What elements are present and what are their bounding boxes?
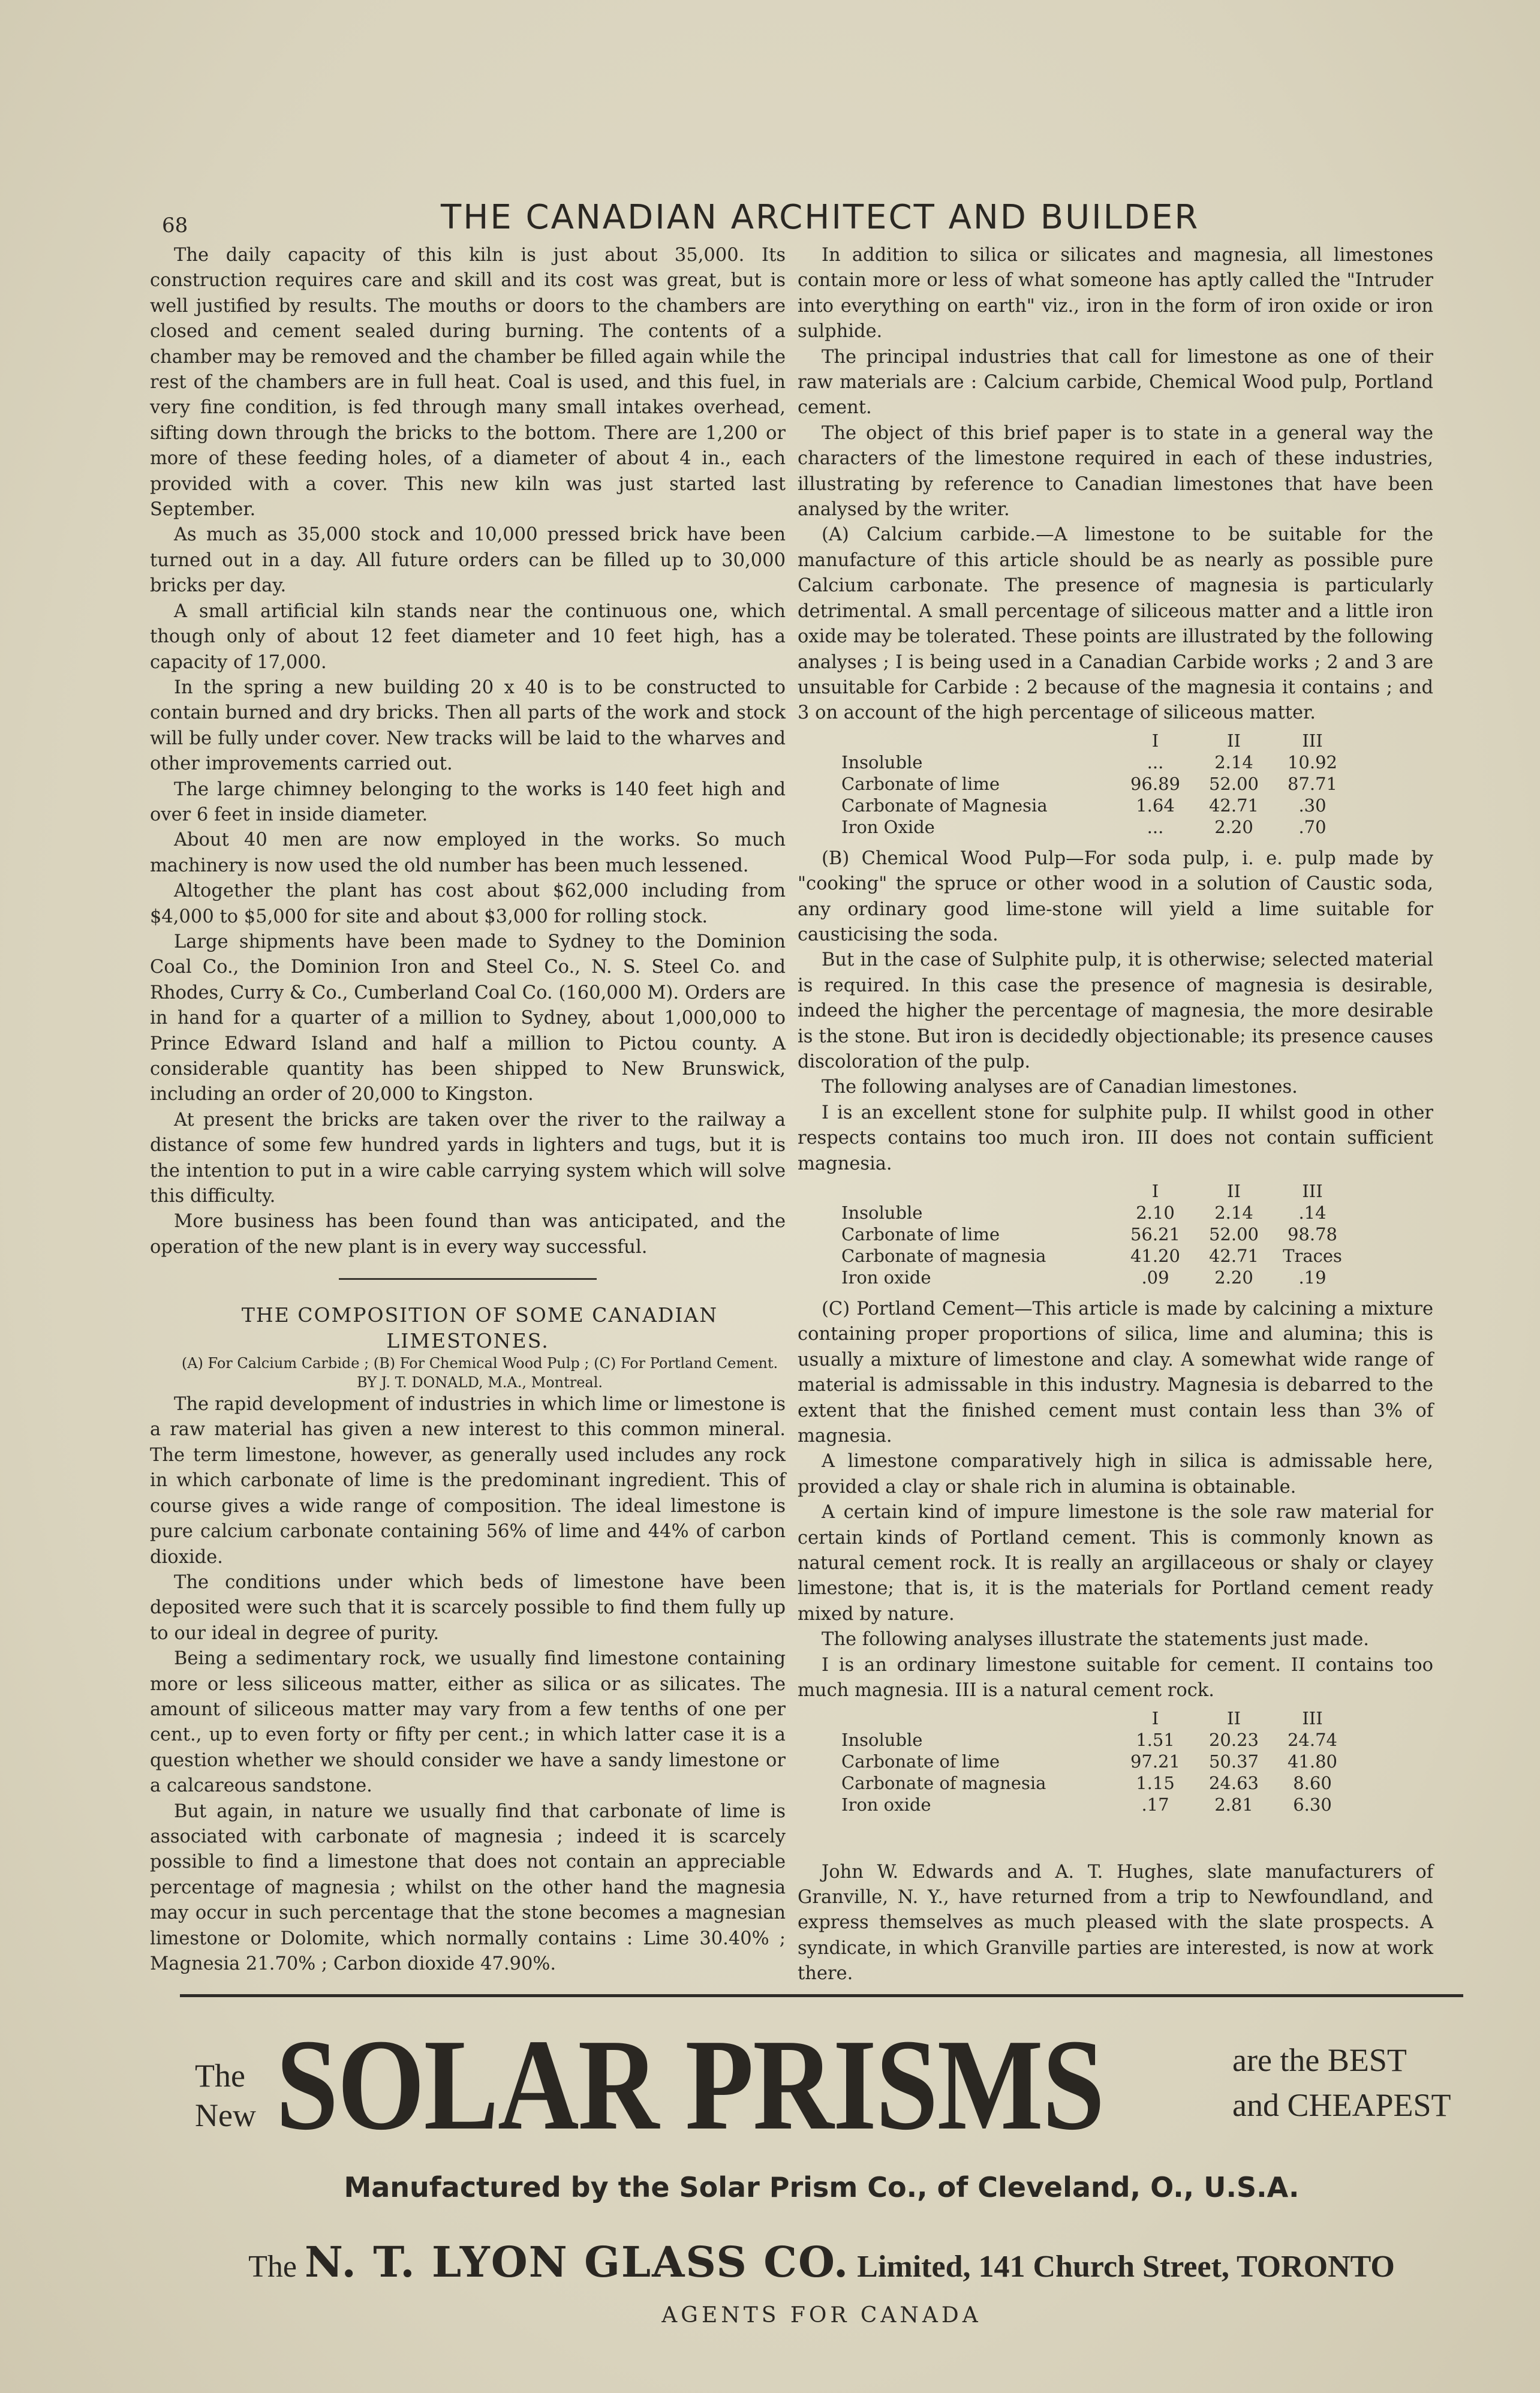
cell: 1.51 [1136,1729,1175,1750]
paragraph: In addition to silica or silicates and magnesia, all limestones contain more or less of what someone has aptly called the "Intruder into everything on earth" viz., iron in the form of iron oxide or iron sulphide. [798,245,1433,342]
cell: 1.15 [1136,1772,1175,1793]
cell: .30 [1298,795,1327,816]
table-row [837,1751,1352,1772]
ad-agent-address: Limited, 141 Church Street, TORONTO [857,2250,1395,2284]
cell: 8.60 [1293,1772,1332,1793]
cell: 98.78 [1287,1224,1338,1244]
cell: 2.20 [1214,1267,1253,1288]
ad-new: New [195,2097,256,2133]
row-label: Carbonate of magnesia [841,1772,1046,1793]
paragraph: About 40 men are now employed in the works. So much machinery is now used the old number has been much lessened. [150,829,786,876]
row-label: Insoluble [841,1729,923,1750]
article-subtitle: (A) For Calcium Carbide ; (B) For Chemical Wood Pulp ; (C) For Portland Cement. [181,1355,778,1372]
cell: 41.20 [1130,1246,1181,1266]
column-header: II [1227,1707,1241,1728]
row-label: Carbonate of magnesia [841,1246,1046,1266]
article-byline: BY J. T. DONALD, M.A., Montreal. [356,1374,603,1391]
paragraph: Being a sedimentary rock, we usually find limestone containing more or less siliceous matter, either as silica or as silicates. The amount of siliceous matter may vary from a few tenths of one per cent., up to even forty or fifty per cent.; in which latter case it is a question whether we should consider we have a sandy limestone or a calcareous sandstone. [150,1648,786,1797]
table-row [837,1223,1352,1245]
ad-agent-the: The [248,2250,297,2284]
paragraph: (A) Calcium carbide.—A limestone to be suitable for the manufacture of this article should be as nearly as possible pure Calcium carbonate. The presence of magnesia is particularly detrimental. A small percentage of siliceous matter and a little iron oxide may be tolerated. These points are illustrated by the following analyses ; I is being used in a Canadian Carbide works ; 2 and 3 are unsuitable for Carbide : 2 because of the magnesia it contains ; and 3 on account of the high percentage of siliceous matter. [798,524,1433,724]
row-label: Iron Oxide [841,816,935,837]
table-row [837,816,1352,838]
table-row [837,795,1352,816]
cell: 52.00 [1208,773,1259,794]
ad-tagline [1232,2038,1451,2128]
table-row [837,1772,1352,1794]
ad-the-new [195,2056,256,2135]
paragraph: I is an ordinary limestone suitable for cement. II contains too much magnesia. III is a natural cement rock. [798,1654,1433,1701]
cell: 24.74 [1287,1729,1338,1750]
table-row [837,773,1352,795]
cell: ... [1147,751,1164,772]
cell: 2.81 [1214,1794,1253,1815]
advertisement-rule [180,1994,1463,1997]
row-label: Insoluble [841,751,923,772]
cell: 10.92 [1287,751,1338,772]
column-header: II [1227,730,1241,751]
cell: 96.89 [1130,773,1181,794]
cell: .14 [1298,1202,1327,1223]
cell: 2.14 [1214,751,1253,772]
paragraph: But again, in nature we usually find that carbonate of lime is associated with carbonate of magnesia ; indeed it is scarcely possible to find a limestone that does not contain an appreciable percentage of magnesia ; whilst on the other hand the magnesia may occur in such percentage that the stone becomes a magnesian limestone or Dolomite, which normally contains : Lime 30.40% ; Magnesia 21.70% ; Carbon dioxide 47.90%. [150,1800,786,1974]
row-label: Iron oxide [841,1267,931,1288]
row-label: Carbonate of lime [841,1224,1000,1244]
table-row [837,1267,1352,1288]
paragraph: The object of this brief paper is to state in a general way the characters of the limestone required in each of these industries, illustrating by reference to Canadian limestones that have been analysed by the writer. [798,422,1433,521]
paragraph: The daily capacity of this kiln is just about 35,000. Its construction requires care and skill and its cost was great, but is well justified by results. The mouths or doors to the chambers are closed and cement sealed during burning. The contents of a chamber may be removed and the chamber be filled again while the rest of the chambers are in full heat. Coal is used, and this fuel, in very fine condition, is fed through many small intakes overhead, sifting down through the bricks to the bottom. There are 1,200 or more of these feeding holes, of a diameter of about 4 in., each provided with a cover. This new kiln was just started last September. [150,245,786,521]
news-item: John W. Edwards and A. T. Hughes, slate manufacturers of Granville, N. Y., have returned from a trip to Newfoundland, and express themselves as much pleased with the slate prospects. A syndicate, in which Granville parties are interested, is now at work there. [798,1861,1433,1985]
right-column [798,243,1433,1987]
table-row [837,1202,1352,1223]
cell: .70 [1298,816,1327,837]
paragraph: (C) Portland Cement—This article is made by calcining a mixture containing proper proportions of silica, lime and alumina; this is usually a mixture of limestone and clay. A somewhat wide range of material is admissable in this industry. Magnesia is debarred to the extent that the finished cement must contain less than 3% of magnesia. [798,1298,1433,1447]
cell: 50.37 [1208,1751,1259,1772]
column-header: I [1151,1707,1159,1728]
analysis-table-cement [837,1707,1433,1815]
cell: 56.21 [1130,1224,1181,1244]
column-header: I [1151,730,1159,751]
cell: Traces [1283,1246,1342,1266]
paragraph: The rapid development of industries in which lime or limestone is a raw material has given a new interest to this common mineral. The term limestone, however, as generally used includes any rock in which carbonate of lime is the predominant ingredient. This of course gives a wide range of composition. The ideal limestone is pure calcium carbonate containing 56% of lime and 44% of carbon dioxide. [150,1394,786,1568]
paragraph: Altogether the plant has cost about $62,000 including from $4,000 to $5,000 for site and about $3,000 for rolling stock. [150,880,786,927]
ad-agent-name: N. T. LYON GLASS CO. [304,2237,850,2287]
cell: 2.14 [1214,1202,1253,1223]
cell: 2.10 [1136,1202,1175,1223]
paragraph: In the spring a new building 20 x 40 is to be constructed to contain burned and dry bricks. Then all parts of the work and stock will be fully under cover. New tracks will be laid to the wharves and other improvements carried out. [150,677,786,775]
paragraph: As much as 35,000 stock and 10,000 pressed brick have been turned out in a day. All future orders can be filled up to 30,000 bricks per day. [150,524,786,597]
page-number: 68 [162,214,188,238]
column-header: III [1302,1181,1323,1201]
paragraph: A limestone comparatively high in silica is admissable here, provided a clay or shale rich in alumina is obtainable. [798,1451,1433,1498]
table-row [837,1245,1352,1267]
ad-agent-line [180,2237,1463,2287]
cell: 6.30 [1293,1794,1332,1815]
paragraph: The large chimney belonging to the works is 140 feet high and over 6 feet in inside diameter. [150,778,786,825]
column-header: III [1302,730,1323,751]
cell: 24.63 [1208,1772,1259,1793]
row-label: Carbonate of lime [841,773,1000,794]
cell: 2.20 [1214,816,1253,837]
cell: .17 [1141,1794,1169,1815]
section-divider [339,1278,597,1280]
paragraph: (B) Chemical Wood Pulp—For soda pulp, i. e. pulp made by "cooking" the spruce or other wood in a solution of Caustic soda, any ordinary good lime-stone will yield a lime suitable for causticising the soda. [798,847,1433,945]
ad-agents-for-canada: AGENTS FOR CANADA [661,2303,982,2328]
running-title: THE CANADIAN ARCHITECT AND BUILDER [441,198,1200,237]
table-row [837,1794,1352,1815]
paragraph: At present the bricks are taken over the river to the railway a distance of some few hundred yards in lighters and tugs, but it is the intention to put in a wire cable carrying system which will solve this difficulty. [150,1109,786,1207]
left-column [150,243,786,1977]
paragraph: The principal industries that call for limestone as one of their raw materials are : Calcium carbide, Chemical Wood pulp, Portland cement. [798,346,1433,419]
paragraph: Large shipments have been made to Sydney to the Dominion Coal Co., the Dominion Iron and Steel Co., N. S. Steel Co. and Rhodes, Curry & Co., Cumberland Coal Co. (160,000 M). Orders are in hand for a quarter of a million to Sydney, about 1,000,000 to Prince Edward Island and half a million to Pictou county. A considerable quantity has been shipped to New Brunswick, including an order of 20,000 to Kingston. [150,931,786,1105]
ad-tagline-cheapest: and CHEAPEST [1232,2087,1451,2123]
table-row [837,1729,1352,1751]
analysis-table-pulp [837,1180,1433,1288]
paragraph: A small artificial kiln stands near the continuous one, which though only of about 12 feet diameter and 10 feet high, has a capacity of 17,000. [150,600,786,673]
column-header: III [1302,1707,1323,1728]
row-label: Iron oxide [841,1794,931,1815]
paragraph: More business has been found than was anticipated, and the operation of the new plant is in every way successful. [150,1211,786,1258]
column-header: I [1151,1181,1159,1201]
article-title: THE COMPOSITION OF SOME CANADIAN LIMESTONES. [241,1303,718,1352]
cell: 42.71 [1208,1246,1259,1266]
cell: 87.71 [1287,773,1338,794]
advertisement [180,2003,1463,2363]
row-label: Insoluble [841,1202,923,1223]
ad-manufacturer: Manufactured by the Solar Prism Co., of Cleveland, O., U.S.A. [344,2171,1300,2203]
analysis-table-carbide [837,730,1433,838]
cell: 20.23 [1208,1729,1259,1750]
cell: 97.21 [1130,1751,1181,1772]
cell: 42.71 [1208,795,1259,816]
table-row [837,751,1352,773]
cell: .09 [1141,1267,1169,1288]
cell: .19 [1298,1267,1327,1288]
cell: 41.80 [1287,1751,1338,1772]
paragraph: But in the case of Sulphite pulp, it is otherwise; selected material is required. In this case the presence of magnesia is desirable, indeed the higher the percentage of magnesia, the more desirable is the stone. But iron is decidedly objectionable; its presence causes discoloration of the pulp. [798,949,1433,1072]
ad-tagline-best: are the BEST [1232,2042,1407,2078]
column-header: II [1227,1181,1241,1201]
cell: 1.64 [1136,795,1175,816]
ad-the: The [195,2058,245,2094]
paragraph: The conditions under which beds of limestone have been deposited were such that it is scarcely possible to find them fully up to our ideal in degree of purity. [150,1571,786,1644]
paragraph: The following analyses are of Canadian limestones. [822,1077,1298,1098]
cell: ... [1147,816,1164,837]
cell: 52.00 [1208,1224,1259,1244]
page-header [162,198,1451,246]
row-label: Carbonate of Magnesia [841,795,1048,816]
row-label: Carbonate of lime [841,1751,1000,1772]
ad-headline: SOLAR PRISMS [276,2013,1104,2157]
paragraph: The following analyses illustrate the statements just made. [822,1629,1369,1651]
paragraph: A certain kind of impure limestone is the sole raw material for certain kinds of Portland cement. This is commonly known as natural cement rock. It is really an argillaceous or shaly or clayey limestone; that is, it is the materials for Portland cement ready mixed by nature. [798,1502,1433,1625]
paragraph: I is an excellent stone for sulphite pulp. II whilst good in other respects contains too much iron. III does not contain sufficient magnesia. [798,1102,1433,1174]
